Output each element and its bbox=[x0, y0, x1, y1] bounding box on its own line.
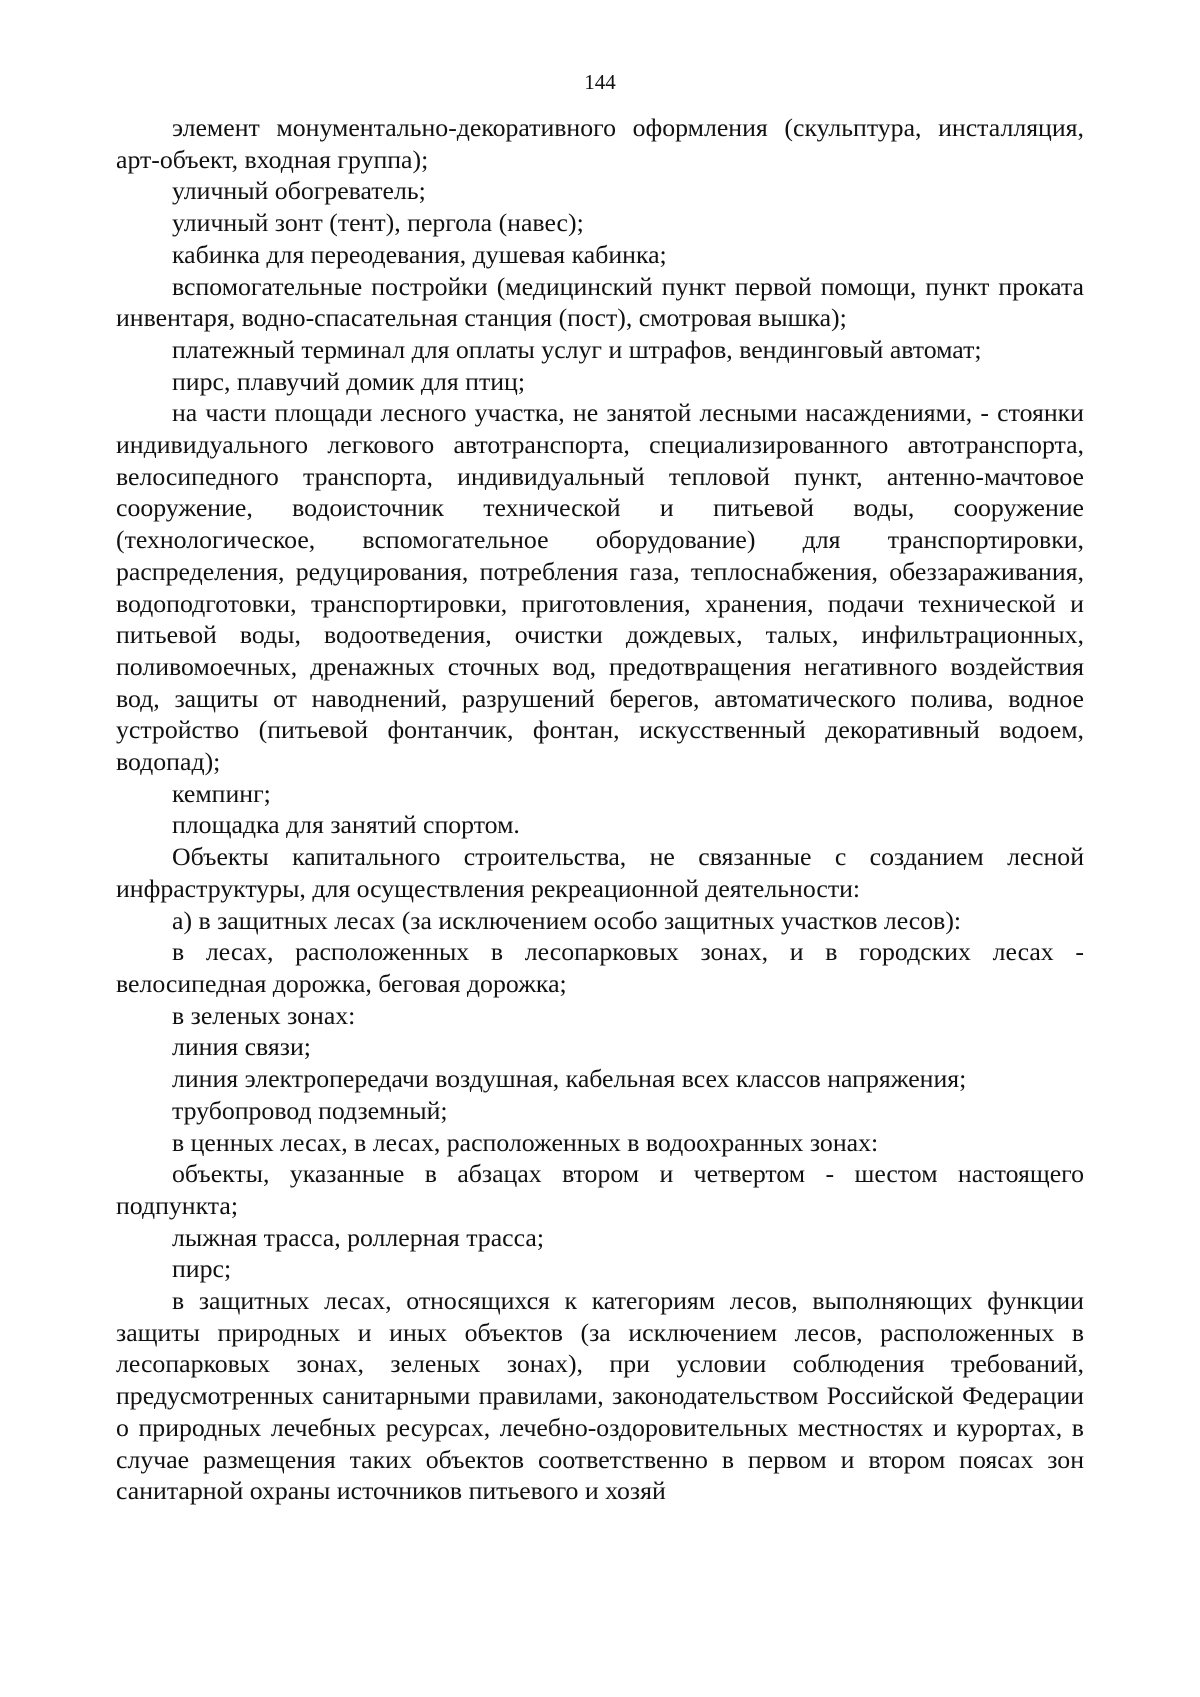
paragraph: кабинка для переодевания, душевая кабинка; bbox=[172, 239, 667, 269]
paragraph: кемпинг; bbox=[172, 778, 271, 808]
document-body bbox=[116, 112, 1084, 1507]
paragraph: площадка для занятий спортом. bbox=[172, 810, 520, 840]
paragraph: лыжная трасса, роллерная трасса; bbox=[172, 1222, 544, 1252]
paragraph: в защитных лесах, относящихся к категориям лесов, выполняющих функции защиты природных и иных объектов (за исключением лесов, расположенных в лесопарковых зонах, зеленых зонах), при условии соблюдения требований, предусмотренных санитарными правилами, законодательством Российской Федерации о природных лечебных ресурсах, лечебно-оздоровительных местностях и курортах, в случае размещения таких объектов соответственно в первом и втором поясах зон санитарной охраны источников питьевого и хозяй bbox=[116, 1286, 1084, 1506]
paragraph: линия связи; bbox=[172, 1032, 311, 1062]
paragraph: вспомогательные постройки (медицинский пункт первой помощи, пункт проката инвентаря, водно-спасательная станция (пост), смотровая вышка); bbox=[116, 271, 1084, 333]
paragraph: платежный терминал для оплаты услуг и штрафов, вендинговый автомат; bbox=[172, 334, 982, 364]
paragraph: Объекты капитального строительства, не связанные с созданием лесной инфраструктуры, для осуществления рекреационной деятельности: bbox=[116, 842, 1084, 903]
paragraph: пирс; bbox=[172, 1254, 232, 1284]
paragraph: трубопровод подземный; bbox=[172, 1095, 448, 1125]
paragraph: объекты, указанные в абзацах втором и четвертом - шестом настоящего подпункта; bbox=[116, 1159, 1084, 1220]
paragraph: уличный обогреватель; bbox=[172, 176, 426, 206]
paragraph: в зеленых зонах: bbox=[172, 1000, 356, 1030]
paragraph: в ценных лесах, в лесах, расположенных в водоохранных зонах: bbox=[172, 1127, 879, 1157]
paragraph: линия электропередачи воздушная, кабельная всех классов напряжения; bbox=[172, 1064, 967, 1094]
paragraph: элемент монументально-декоративного оформления (скульптура, инсталляция, арт-объект, входная группа); bbox=[116, 113, 1084, 174]
paragraph: пирс, плавучий домик для птиц; bbox=[172, 366, 526, 396]
paragraph: в лесах, расположенных в лесопарковых зонах, и в городских лесах - велосипедная дорожка, беговая дорожка; bbox=[116, 937, 1084, 998]
paragraph: уличный зонт (тент), пергола (навес); bbox=[172, 208, 584, 238]
paragraph: а) в защитных лесах (за исключением особо защитных участков лесов): bbox=[172, 905, 962, 935]
page-number: 144 bbox=[584, 70, 616, 94]
paragraph: на части площади лесного участка, не занятой лесными насаждениями, - стоянки индивидуального легкового автотранспорта, специализированного автотранспорта, велосипедного транспорта, индивидуальный тепловой пункт, антенно-мачтовое сооружение, водоисточник технической и питьевой воды, сооружение (технологическое, вспомогательное оборудование) для транспортировки, распределения, редуцирования, потребления газа, теплоснабжения, обеззараживания, водоподготовки, транспортировки, приготовления, хранения, подачи технической и питьевой воды, водоотведения, очистки дождевых, талых, инфильтрационных, поливомоечных, дренажных сточных вод, предотвращения негативного воздействия вод, защиты от наводнений, разрушений берегов, автоматического полива, водное устройство (питьевой фонтанчик, фонтан, искусственный декоративный водоем, водопад); bbox=[116, 398, 1084, 777]
